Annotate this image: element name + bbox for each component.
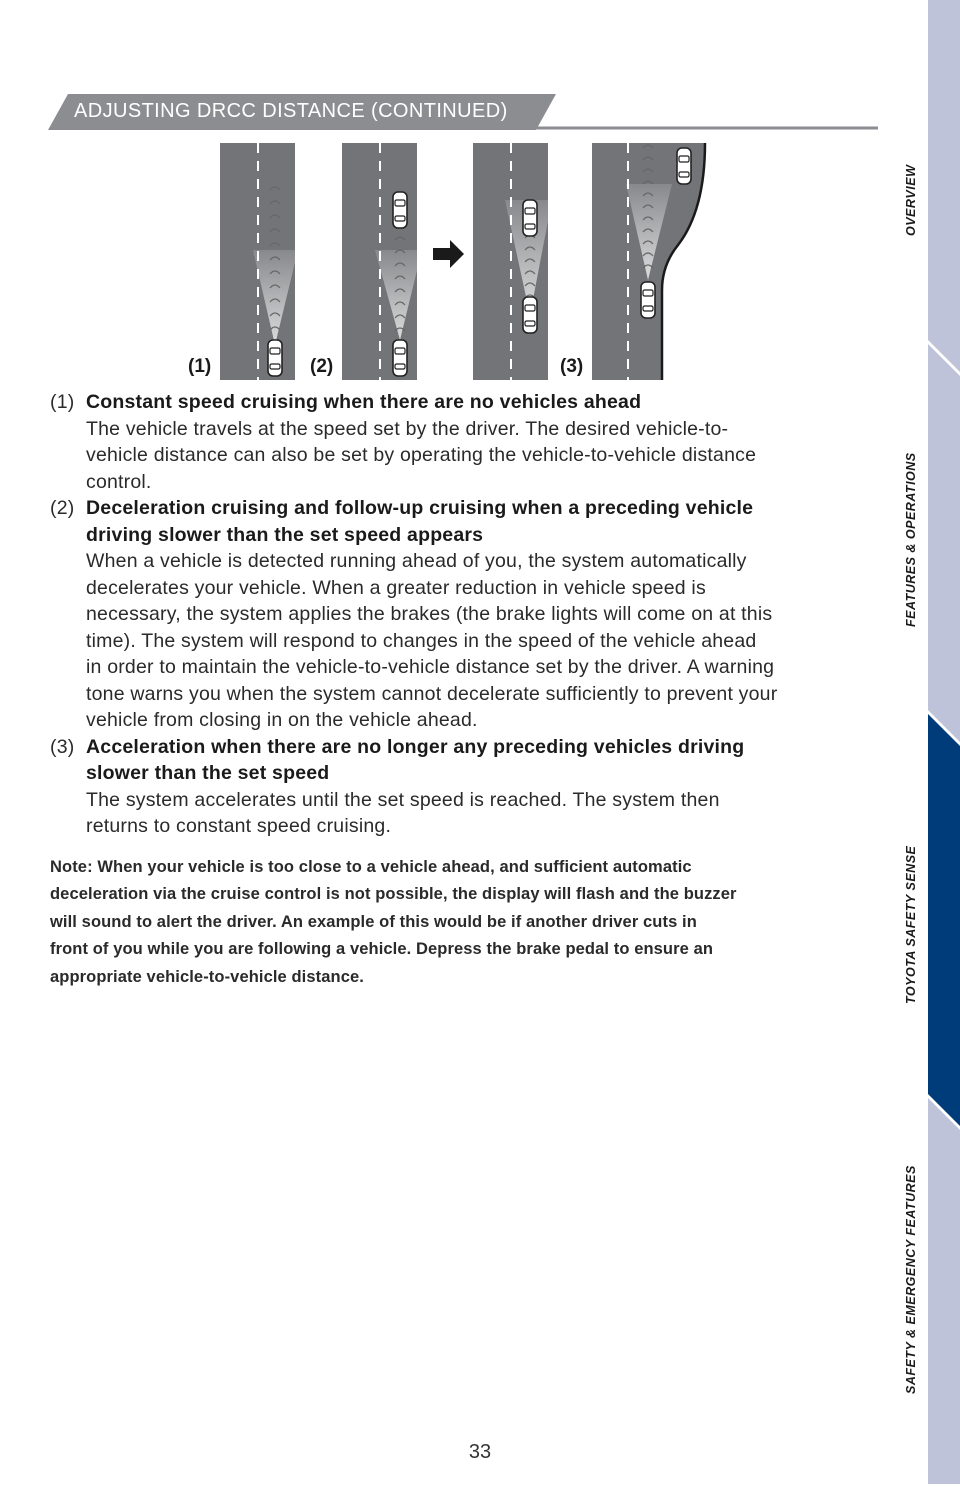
item-heading-cont: driving slower than the set speed appears [86,523,484,546]
figure-label-3: (3) [560,356,584,377]
item-number: (2) [50,497,75,519]
list-item-2 [50,495,860,734]
note-line: will sound to alert the driver. An example of this would be if another driver cuts in [50,912,697,931]
header-title: ADJUSTING DRCC DISTANCE (CONTINUED) [74,100,508,122]
item-line: decelerates your vehicle. When a greater reduction in vehicle speed is [86,576,706,599]
note-line: deceleration via the cruise control is not possible, the display will flash and the buzzer [50,885,737,903]
item-line: in order to maintain the vehicle-to-vehicle distance set by the driver. A warning [86,656,775,678]
road-illustration [150,140,730,380]
section-tabs [928,0,960,1484]
note-line: front of you while you are following a vehicle. Depress the brake pedal to ensure an [50,940,714,958]
section-tabs-graphic [928,0,960,1484]
list-item-3 [50,734,860,840]
note-block [50,854,860,992]
tab-features-operations[interactable]: FEATURES & OPERATIONS [904,452,918,628]
item-heading: Acceleration when there are no longer any preceding vehicles driving [86,735,745,758]
item-line: returns to constant speed cruising. [86,815,392,837]
item-line: time). The system will respond to changes in the speed of the vehicle ahead [86,629,757,652]
drcc-diagram [150,140,730,380]
item-heading: Deceleration cruising and follow-up cruising when a preceding vehicle [86,497,754,519]
item-line: tone warns you when the system cannot decelerate sufficiently to prevent your [86,682,778,705]
item-line: vehicle distance can also be set by operating the vehicle-to-vehicle distance [86,444,757,466]
road-scene-2 [342,143,422,380]
item-number: (1) [50,391,75,413]
item-number: (3) [50,735,75,758]
item-line: The system accelerates until the set speed is reached. The system then [86,788,720,811]
note-line: appropriate vehicle-to-vehicle distance. [50,967,364,986]
item-line: control. [86,470,152,493]
page-number: 33 [468,1441,492,1463]
item-heading: Constant speed cruising when there are no vehicles ahead [86,391,642,413]
note-line: Note: When your vehicle is too close to a vehicle ahead, and sufficient automatic [50,857,692,876]
item-heading-cont: slower than the set speed [86,762,330,784]
list-item-1 [50,389,860,495]
item-line: When a vehicle is detected running ahead of you, the system automatically [86,550,747,572]
road-scene-4 [592,143,705,380]
road-scene-3 [473,143,552,380]
tab-safety-emergency-features[interactable]: SAFETY & EMERGENCY FEATURES [904,1165,918,1395]
item-line: necessary, the system applies the brakes (the brake lights will come on at this [86,603,773,625]
figure-label-2: (2) [310,356,334,377]
body-content [50,389,860,991]
item-line: The vehicle travels at the speed set by the driver. The desired vehicle-to- [86,417,729,440]
sequence-arrow [433,240,464,268]
item-line: vehicle from closing in on the vehicle ahead. [86,709,478,731]
figure-label-1: (1) [188,356,212,377]
section-header [48,94,878,134]
tab-toyota-safety-sense[interactable]: TOYOTA SAFETY SENSE [904,845,918,1005]
tab-overview[interactable]: OVERVIEW [904,164,918,236]
road-scene-1 [220,143,298,380]
